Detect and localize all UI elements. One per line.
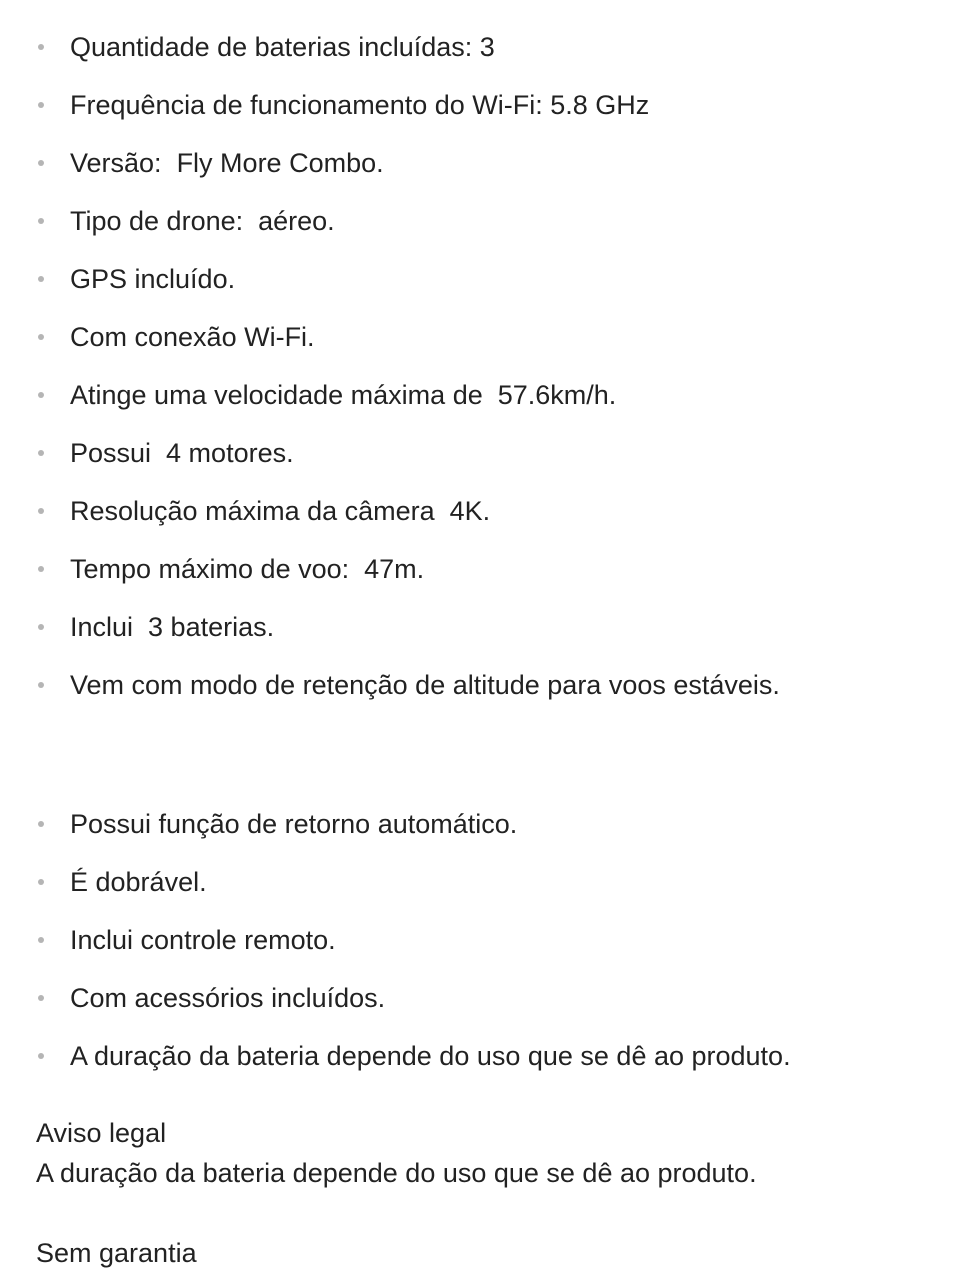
feature-text: Quantidade de baterias incluídas: 3 xyxy=(70,32,495,62)
list-item xyxy=(0,540,964,598)
bullet-dot-icon xyxy=(38,879,44,885)
warranty-info xyxy=(36,1233,197,1273)
legal-heading: Aviso legal xyxy=(36,1118,167,1148)
bullet-dot-icon xyxy=(38,392,44,398)
legal-notice xyxy=(36,1113,936,1193)
bullet-dot-icon xyxy=(38,937,44,943)
bullet-dot-icon xyxy=(38,566,44,572)
list-item xyxy=(0,598,964,656)
list-item xyxy=(0,424,964,482)
list-item xyxy=(0,853,964,911)
bullet-dot-icon xyxy=(38,682,44,688)
feature-text: Tempo máximo de voo: 47m. xyxy=(70,554,425,584)
bullet-dot-icon xyxy=(38,995,44,1001)
bullet-dot-icon xyxy=(38,334,44,340)
feature-text: É dobrável. xyxy=(70,867,207,897)
list-item xyxy=(0,969,964,1027)
feature-list-primary xyxy=(0,18,964,714)
bullet-dot-icon xyxy=(38,218,44,224)
feature-text: A duração da bateria depende do uso que se dê ao produto. xyxy=(70,1041,791,1071)
bullet-dot-icon xyxy=(38,508,44,514)
feature-text: Possui função de retorno automático. xyxy=(70,809,518,839)
list-item xyxy=(0,482,964,540)
list-item xyxy=(0,134,964,192)
feature-text: Inclui controle remoto. xyxy=(70,925,336,955)
bullet-dot-icon xyxy=(38,160,44,166)
list-item xyxy=(0,911,964,969)
feature-text: Possui 4 motores. xyxy=(70,438,294,468)
list-item xyxy=(0,250,964,308)
bullet-dot-icon xyxy=(38,102,44,108)
list-item xyxy=(0,656,964,714)
legal-text: A duração da bateria depende do uso que se dê ao produto. xyxy=(36,1158,757,1188)
feature-text: Frequência de funcionamento do Wi-Fi: 5.8 GHz xyxy=(70,90,650,120)
list-item xyxy=(0,18,964,76)
feature-text: Resolução máxima da câmera 4K. xyxy=(70,496,491,526)
list-item xyxy=(0,795,964,853)
list-item xyxy=(0,366,964,424)
list-item xyxy=(0,308,964,366)
feature-text: Com conexão Wi-Fi. xyxy=(70,322,315,352)
feature-text: Atinge uma velocidade máxima de 57.6km/h. xyxy=(70,380,617,410)
bullet-dot-icon xyxy=(38,624,44,630)
feature-list-secondary xyxy=(0,795,964,1085)
feature-text: Com acessórios incluídos. xyxy=(70,983,386,1013)
bullet-dot-icon xyxy=(38,1053,44,1059)
feature-text: Vem com modo de retenção de altitude para voos estáveis. xyxy=(70,670,780,700)
feature-text: Inclui 3 baterias. xyxy=(70,612,275,642)
list-item xyxy=(0,1027,964,1085)
feature-text: Versão: Fly More Combo. xyxy=(70,148,384,178)
list-item xyxy=(0,76,964,134)
bullet-dot-icon xyxy=(38,44,44,50)
bullet-dot-icon xyxy=(38,276,44,282)
list-item xyxy=(0,192,964,250)
feature-text: Tipo de drone: aéreo. xyxy=(70,206,335,236)
bullet-dot-icon xyxy=(38,821,44,827)
warranty-text: Sem garantia xyxy=(36,1238,197,1268)
bullet-dot-icon xyxy=(38,450,44,456)
feature-text: GPS incluído. xyxy=(70,264,236,294)
